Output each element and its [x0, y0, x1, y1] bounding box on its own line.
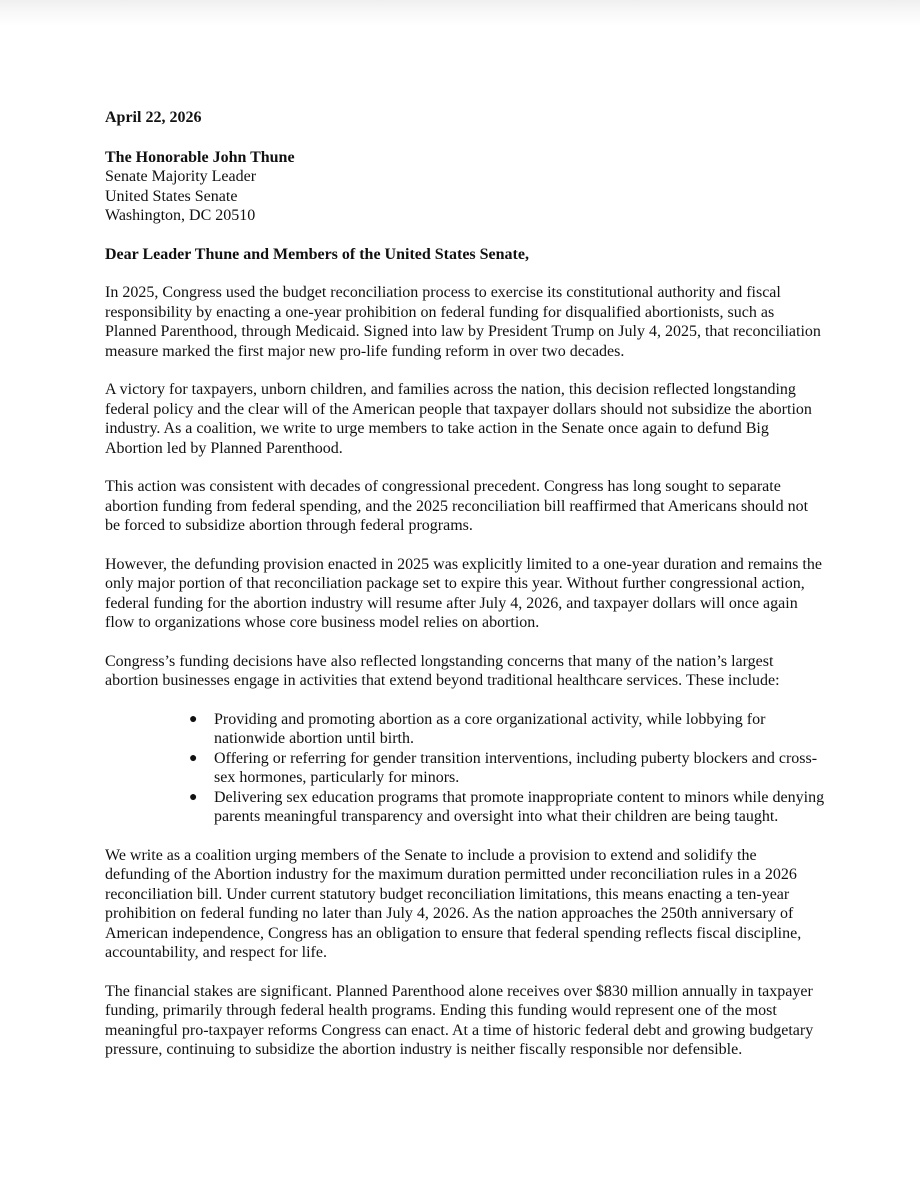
list-item-text: Providing and promoting abortion as a core organizational activity, while lobbying for nationwide abortion until birth. [214, 710, 766, 747]
bullet-icon: ● [189, 789, 198, 805]
recipient-title: Senate Majority Leader [105, 168, 257, 185]
recipient-address [105, 148, 825, 226]
list-item [189, 788, 825, 827]
paragraph-4: However, the defunding provision enacted in 2025 was explicitly limited to a one-year duration and remains the only major portion of that reconciliation package set to expire this year. Without further congressional action, federal funding for the abortion industry will resume after July 4, 2026, and taxpayer dollars will once again flow to organizations whose core business model relies on abortion. [105, 555, 822, 631]
list-item-text: Offering or referring for gender transition interventions, including puberty blockers and cross-sex hormones, particularly for minors. [214, 749, 818, 786]
paragraph-5: Congress’s funding decisions have also reflected longstanding concerns that many of the nation’s largest abortion businesses engage in activities that extend beyond traditional healthcare services. These include: [105, 652, 780, 689]
salutation: Dear Leader Thune and Members of the United States Senate, [105, 245, 529, 263]
paragraph-3: This action was consistent with decades of congressional precedent. Congress has long sought to separate abortion funding from federal spending, and the 2025 reconciliation bill reaffirmed that Americans should not be forced to subsidize abortion through federal programs. [105, 478, 809, 534]
paragraph-2: A victory for taxpayers, unborn children, and families across the nation, this decision reflected longstanding federal policy and the clear will of the American people that taxpayer dollars should not subsidize the abortion industry. As a coalition, we write to urge members to take action in the Senate once again to defund Big Abortion led by Planned Parenthood. [105, 381, 812, 457]
recipient-city: Washington, DC 20510 [105, 207, 256, 224]
letter-date: April 22, 2026 [105, 109, 202, 126]
recipient-name: The Honorable John Thune [105, 148, 295, 166]
top-shadow [0, 0, 920, 26]
letter-body [105, 108, 825, 1079]
bullet-icon: ● [189, 711, 198, 727]
concerns-list [105, 710, 825, 827]
bullet-icon: ● [189, 750, 198, 766]
list-item [189, 749, 825, 788]
paragraph-1: In 2025, Congress used the budget reconciliation process to exercise its constitutional authority and fiscal responsibility by enacting a one-year prohibition on federal funding for disqualified abortionists, such as Planned Parenthood, through Medicaid. Signed into law by President Trump on July 4, 2025, that reconciliation measure marked the first major new pro-life funding reform in over two decades. [105, 284, 821, 360]
paragraph-6: We write as a coalition urging members of the Senate to include a provision to extend and solidify the defunding of the Abortion industry for the maximum duration permitted under reconciliation rules in a 2026 reconciliation bill. Under current statutory budget reconciliation limitations, this means enacting a ten-year prohibition on federal funding no later than July 4, 2026. As the nation approaches the 250th anniversary of American independence, Congress has an obligation to ensure that federal spending reflects fiscal discipline, accountability, and respect for life. [105, 846, 802, 961]
recipient-organization: United States Senate [105, 187, 238, 205]
list-item [189, 710, 825, 749]
list-item-text: Delivering sex education programs that promote inappropriate content to minors while denying parents meaningful transparency and oversight into what their children are being taught. [214, 788, 825, 825]
paragraph-7: The financial stakes are significant. Planned Parenthood alone receives over $830 million annually in taxpayer funding, primarily through federal health programs. Ending this funding would represent one of the most meaningful pro-taxpayer reforms Congress can enact. At a time of historic federal debt and growing budgetary pressure, continuing to subsidize the abortion industry is neither fiscally responsible nor defensible. [105, 982, 814, 1058]
